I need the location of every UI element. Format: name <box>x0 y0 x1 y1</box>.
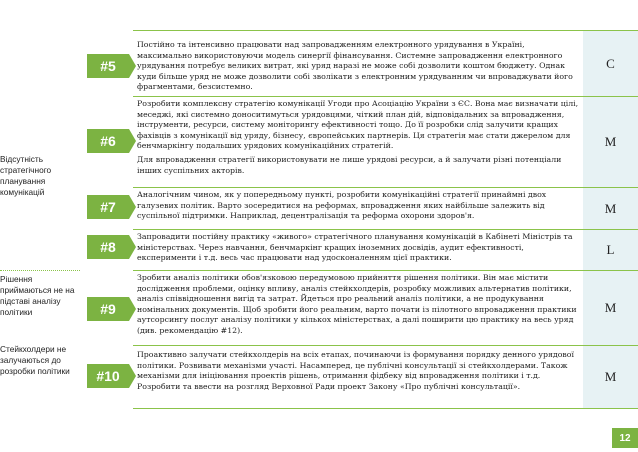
recommendation-paragraph: Проактивно залучати стейкхолдерів на всіх етапах, починаючи із формування порядку денного урядової політики. Розвивати механізми участі. Насамперед, це публічні консультації зі стейкхолдерами. Також механізми для ініціювання проектів рішень, отримання фідбеку від впровадження політики і т.д. Розробити та ввести на розгляд Верховної Ради проект Закону «Про публічні консультації». <box>137 350 574 391</box>
priority-level: C <box>583 31 638 96</box>
section-label-communications: Відсутність стратегічного планування комунікацій <box>0 154 52 197</box>
recommendation-text <box>137 40 582 93</box>
recommendation-text <box>137 232 582 264</box>
recommendation-text <box>137 99 582 176</box>
recommendation-paragraph: Постійно та інтенсивно працювати над запровадженням електронного урядування в Україні, максимально використовуючи модель синергії фінансування. Системне запровадження електронного урядування потребує великих витрат, які уряд наразі не може собі дозволити коштом бюджету. Однак куди більше уряд не може дозволити собі зволікати з електронним урядуванням чи впроваджувати його фрагментами, безсистемно. <box>137 40 573 92</box>
recommendation-number: #5 <box>87 54 129 78</box>
recommendation-text <box>137 190 582 222</box>
section-label-policy-analysis: Рішення приймаються не на підставі аналізу політики <box>0 274 75 317</box>
recommendation-text <box>137 273 582 337</box>
recommendation-number: #9 <box>87 297 129 321</box>
page-number: 12 <box>612 428 638 448</box>
recommendation-paragraph: Аналогічним чином, як у попередньому пункті, розробити комунікаційні стратегії принаймні двох галузевих політик. Варто зосередитися на реформах, впровадження яких найбільше залежить від суспільної підтримки. Наприклад, децентралізація та реформа охорони здоров'я. <box>137 190 547 221</box>
section-label-stakeholders: Стейкхолдери не залучаються до розробки політики <box>0 344 70 376</box>
priority-level: M <box>583 188 638 229</box>
recommendation-number: #6 <box>87 129 129 153</box>
recommendation-paragraph: Запровадити постійну практику «живого» стратегічного планування комунікацій в Кабінеті Міністрів та міністерствах. Через навчання, бенчмаркінг кращих іноземних досвідів, аудит ефективності, експерименти і т.д. весь час працювати над удосконаленням цієї практики. <box>137 232 573 263</box>
recommendation-number: #8 <box>87 235 129 259</box>
recommendation-number: #10 <box>87 364 129 388</box>
priority-level: M <box>583 97 638 187</box>
recommendation-row <box>133 345 638 409</box>
priority-level: M <box>583 346 638 408</box>
recommendation-row <box>133 187 638 229</box>
section-divider <box>0 270 80 271</box>
recommendation-row <box>133 270 638 345</box>
recommendation-row <box>133 30 638 96</box>
recommendation-paragraph: Розробити комплексну стратегію комунікації Угоди про Асоціацію України з ЄС. Вона має визначати цілі, меседжі, які системно доноситимуться урядовцями, чіткий план дій, відповідальних за впровадження, інструменти, ресурси, систему моніторингу ефективності тощо. До її розробки слід залучити кращих фахівців з комунікації від уряду, бізнесу, європейських партнерів. Ця стратегія має стати джерелом для бенчмаркінгу подальших урядових комунікаційних стратегій. <box>137 99 579 151</box>
priority-level: M <box>583 271 638 345</box>
recommendation-paragraph: Зробити аналіз політики обов'язковою передумовою прийняття рішення політики. Він має містити дослідження проблеми, оцінку впливу, аналіз стейкхолдерів, розробку можливих альтернатив політики, аналіз співвідношення вигід та затрат. Йдеться про реальний аналіз політики, а не продукування номінальних документів. Щоб зробити його реальним, варто почати із пілотного впровадження практики аутсорсингу послуг аналізу політики у кількох міністерствах, а далі поширити цю практику на весь уряд (див. рекомендацію #12). <box>137 273 577 335</box>
recommendation-text <box>137 350 582 392</box>
recommendation-row <box>133 229 638 270</box>
recommendation-number: #7 <box>87 195 129 219</box>
priority-level: L <box>583 230 638 270</box>
recommendation-paragraph: Для впровадження стратегії використовувати не лише урядові ресурси, а й залучати різні потенціали інших суспільних акторів. <box>137 154 562 175</box>
recommendation-row <box>133 96 638 187</box>
